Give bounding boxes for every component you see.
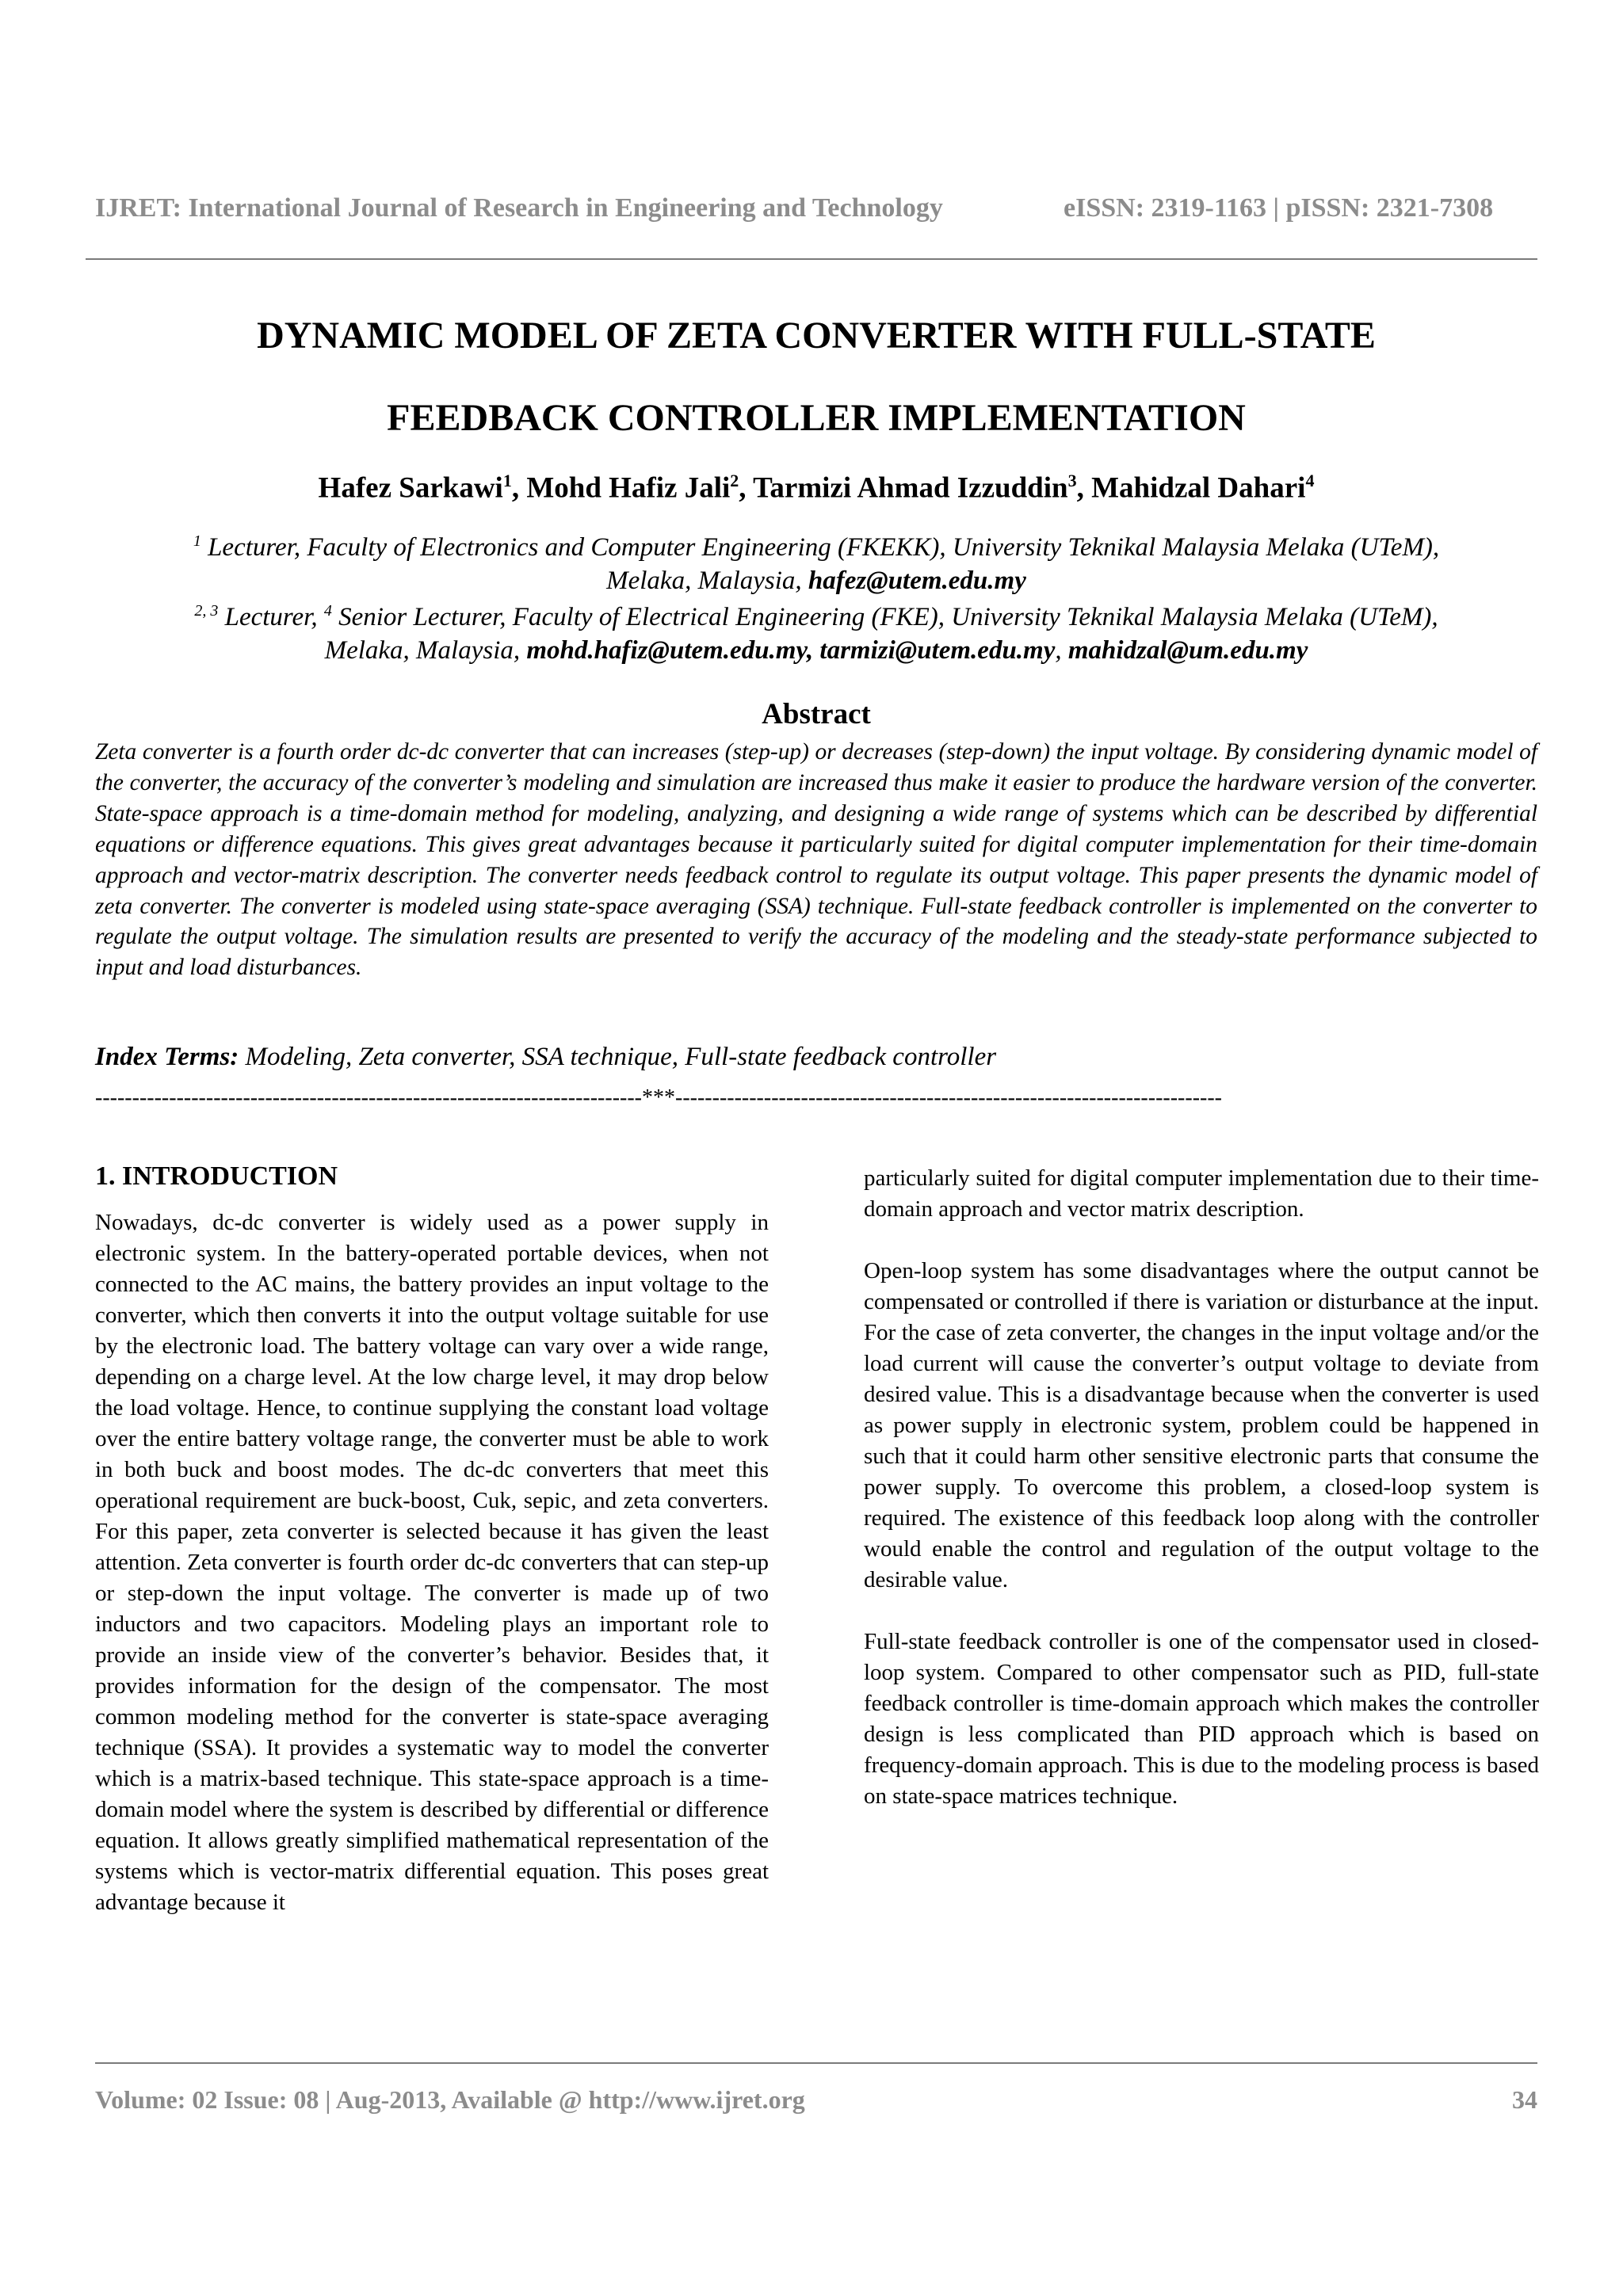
paragraph: Nowadays, dc-dc converter is widely used as a power supply in electronic system. In the battery-operated portable devices, when not connected to the AC mains, the battery provides an input voltage to the converter, which then converts it into the output voltage suitable for use by the electronic load. The battery voltage can vary over a wide range, depending on a charge level. At the low charge level, it may drop below the load voltage. Hence, to continue supplying the constant load voltage over the entire battery voltage range, the converter must be able to work in both buck and boost modes. The dc-dc converters that meet this operational requirement are buck-boost, Cuk, sepic, and zeta converters. For this paper, zeta converter is selected because it has given the least attention. Zeta converter is fourth order dc-dc converters that can step-up or step-down the input voltage. The converter is made up of two inductors and two capacitors. Modeling plays an important role to provide an inside view of the converter’s behavior. Besides that, it provides information for the design of the compensator. The most common modeling method for the converter is state-space averaging technique (SSA). It provides a systematic way to model the converter which is a matrix-based technique. This state-space approach is a time-domain model where the system is described by differential or difference equation. It allows greatly simplified mathematical representation of the systems which is vector-matrix differential equation. This poses great advantage because it [95, 1210, 769, 1915]
paper-title [95, 295, 1537, 460]
affiliation-comma: , [1055, 636, 1068, 665]
author-name: Mohd Hafiz Jali [526, 471, 731, 505]
running-header [95, 193, 1537, 223]
affiliation-2-line-1 [95, 594, 1537, 634]
left-column [95, 1207, 769, 1949]
page-number: 34 [1512, 2085, 1537, 2114]
footer-rule [95, 2062, 1537, 2064]
footer-volume: Volume: 02 Issue: 08 | Aug-2013, Available @ http://www.ijret.org [95, 2085, 805, 2114]
affiliation-text: Lecturer, [218, 603, 324, 631]
affiliation-sup: 1 [193, 532, 201, 550]
abstract-text: Zeta converter is a fourth order dc-dc converter that can increases (step-up) or decreases (step-down) the input voltage. By considering dynamic model of the converter, the accuracy of the converter’s modeling and simulation are increased thus make it easier to produce the hardware version of the converter. State-space approach is a time-domain method for modeling, analyzing, and designing a wide range of systems which can be described by differential equations or difference equations. This gives great advantages because it particularly suited for digital computer implementation for their time-domain approach and vector-matrix description. The converter needs feedback control to regulate its output voltage. This paper presents the dynamic model of zeta converter. The converter is modeled using state-space averaging (SSA) technique. Full-state feedback controller is implemented on the converter to regulate the output voltage. The simulation results are presented to verify the accuracy of the modeling and the steady-state performance subjected to input and load disturbances. [95, 739, 1537, 981]
affiliation-1-line-1 [95, 524, 1537, 564]
email-link[interactable]: mohd.hafiz@utem.edu.my, tarmizi@utem.edu.my [526, 636, 1056, 665]
affiliation-location: Melaka, Malaysia, [606, 566, 808, 595]
author-sup: 2 [730, 471, 739, 490]
title-line-2: FEEDBACK CONTROLLER IMPLEMENTATION [387, 397, 1246, 439]
affiliation-text: Lecturer, Faculty of Electronics and Computer Engineering (FKEKK), University Teknikal Malaysia Melaka (UTeM), [200, 533, 1440, 562]
affiliation-2 [95, 594, 1537, 667]
index-terms [95, 1043, 1537, 1072]
author-sup: 3 [1067, 471, 1077, 490]
author-sup: 4 [1305, 471, 1315, 490]
author-sup: 1 [502, 471, 512, 490]
author-sep: , [511, 471, 527, 505]
index-terms-text: Modeling, Zeta converter, SSA technique, Full-state feedback controller [239, 1043, 997, 1071]
affiliation-1 [95, 524, 1537, 597]
index-terms-label: Index Terms: [95, 1043, 239, 1071]
author-list [95, 471, 1537, 505]
affiliation-sup: 2, 3 [194, 602, 219, 620]
issn: eISSN: 2319-1163 | pISSN: 2321-7308 [1064, 193, 1494, 223]
paragraph: Open-loop system has some disadvantages where the output cannot be compensated or controlled if there is variation or disturbance at the input. For the case of zeta converter, the changes in the input voltage and/or the load current will cause the converter’s output voltage to deviate from desired value. This is a disadvantage because when the converter is used as power supply in electronic system, problem could be happened in such that it could harm other sensitive electronic parts that consume the power supply. To overcome this problem, a closed-loop system is required. The existence of this feedback loop along with the controller would enable the control and regulation of the output voltage to the desirable value. [864, 1258, 1540, 1592]
page-footer [95, 2085, 1537, 2115]
paragraph: Full-state feedback controller is one of the compensator used in closed-loop system. Compared to other compensator such as PID, full-state feedback controller is time-domain approach which makes the controller design is less complicated than PID approach which is based on frequency-domain approach. This is due to the modeling process is based on state-space matrices technique. [864, 1629, 1539, 1809]
author-sep: , [1076, 471, 1092, 505]
affiliation-location: Melaka, Malaysia, [324, 636, 527, 665]
abstract-heading: Abstract [762, 698, 871, 730]
title-line-1: DYNAMIC MODEL OF ZETA CONVERTER WITH FULL-STATE [257, 315, 1376, 357]
author-name: Hafez Sarkawi [318, 471, 503, 505]
journal-name: IJRET: International Journal of Research in Engineering and Technology [95, 193, 943, 223]
affiliation-2-line-2 [95, 634, 1537, 667]
section-separator: --------------------------------------------------------------------------***-------------------------------------------------------------------------- [95, 1085, 1222, 1110]
affiliation-1-line-2 [95, 564, 1537, 597]
section-heading: 1. INTRODUCTION [95, 1161, 338, 1191]
affiliation-text: Senior Lecturer, Faculty of Electrical Engineering (FKE), University Teknikal Malaysia Melaka (UTeM), [331, 603, 1438, 631]
right-column [864, 1163, 1539, 1843]
author-sep: , [739, 471, 754, 505]
author-name: Mahidzal Dahari [1091, 471, 1306, 505]
paragraph: particularly suited for digital computer implementation due to their time-domain approach and vector matrix description. [864, 1165, 1539, 1222]
header-rule [86, 258, 1537, 260]
affiliation-sup: 4 [323, 602, 332, 620]
email-link[interactable]: mahidzal@um.edu.my [1067, 636, 1308, 665]
author-name: Tarmizi Ahmad Izzuddin [753, 471, 1068, 505]
email-link[interactable]: hafez@utem.edu.my [808, 566, 1026, 595]
